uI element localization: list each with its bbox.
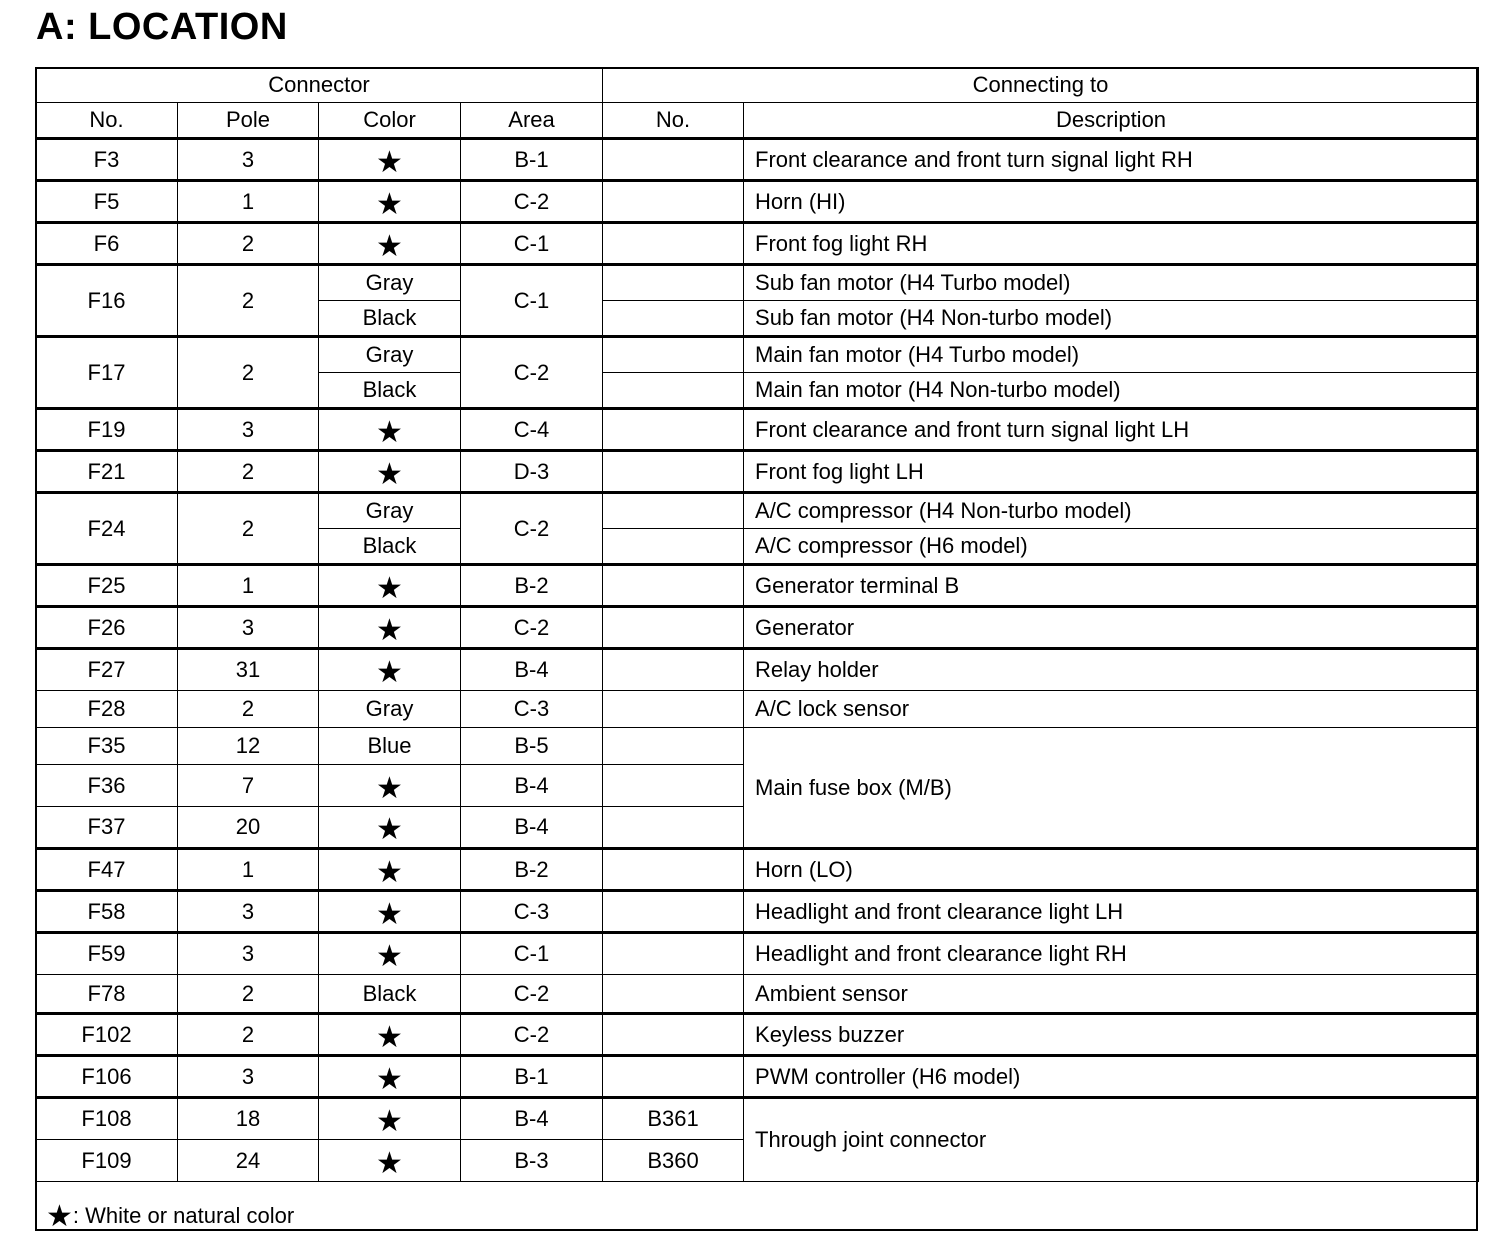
cell-pole: 2 <box>178 975 319 1014</box>
star-icon: ★ <box>376 1062 403 1096</box>
cell-pole: 24 <box>178 1140 319 1182</box>
cell-area: B-4 <box>461 649 603 691</box>
star-icon: ★ <box>376 813 403 846</box>
cell-area: C-2 <box>461 181 603 223</box>
cell-description: Front fog light RH <box>744 223 1479 265</box>
cell-description: Front fog light LH <box>744 451 1479 493</box>
cell-description: Generator terminal B <box>744 565 1479 607</box>
star-icon: ★ <box>376 656 403 689</box>
cell-pole: 18 <box>178 1098 319 1140</box>
star-icon: ★ <box>376 145 403 179</box>
cell-area: B-1 <box>461 1056 603 1098</box>
cell-description: Horn (HI) <box>744 181 1479 223</box>
cell-area: B-4 <box>461 807 603 849</box>
cell-connector-no: F5 <box>36 181 178 223</box>
star-icon: ★ <box>376 855 403 889</box>
cell-area: C-2 <box>461 337 603 409</box>
cell-connector-no: F36 <box>36 765 178 807</box>
cell-pole: 2 <box>178 223 319 265</box>
cell-connector-no: F28 <box>36 691 178 728</box>
cell-connector-no: F108 <box>36 1098 178 1140</box>
star-icon: ★ <box>376 1020 403 1054</box>
color-label: Black <box>362 533 417 558</box>
cell-pole: 2 <box>178 1014 319 1056</box>
cell-area: B-4 <box>461 765 603 807</box>
cell-area: B-4 <box>461 1098 603 1140</box>
legend-text: : White or natural color <box>72 1203 295 1228</box>
cell-description: A/C compressor (H4 Non-turbo model) <box>744 493 1479 529</box>
cell-description: Headlight and front clearance light LH <box>744 891 1479 933</box>
header-area: Area <box>461 103 603 139</box>
cell-description: Front clearance and front turn signal light RH <box>744 139 1479 181</box>
header-connector: Connector <box>36 68 603 103</box>
cell-description-group: Main fuse box (M/B) <box>744 728 1479 849</box>
cell-pole: 2 <box>178 451 319 493</box>
cell-area: B-5 <box>461 728 603 765</box>
cell-area: C-1 <box>461 933 603 975</box>
header-no: No. <box>36 103 178 139</box>
color-label: Black <box>362 305 417 330</box>
cell-description: PWM controller (H6 model) <box>744 1056 1479 1098</box>
star-icon: ★ <box>376 571 403 605</box>
cell-pole: 20 <box>178 807 319 849</box>
cell-area: C-2 <box>461 607 603 649</box>
table-frame <box>35 67 1478 1231</box>
cell-connecting-no: B360 <box>603 1140 744 1182</box>
header-pole: Pole <box>178 103 319 139</box>
cell-description: Keyless buzzer <box>744 1014 1479 1056</box>
page-title: A: LOCATION <box>36 6 288 48</box>
cell-pole: 3 <box>178 607 319 649</box>
cell-connector-no: F26 <box>36 607 178 649</box>
cell-connector-no: F3 <box>36 139 178 181</box>
cell-pole: 3 <box>178 139 319 181</box>
star-icon: ★ <box>376 457 403 491</box>
cell-pole: 12 <box>178 728 319 765</box>
cell-area: D-3 <box>461 451 603 493</box>
cell-area: C-2 <box>461 975 603 1014</box>
cell-area: C-2 <box>461 493 603 565</box>
header-conn-no: No. <box>603 103 744 139</box>
cell-connector-no: F25 <box>36 565 178 607</box>
cell-connector-no: F35 <box>36 728 178 765</box>
cell-area: C-3 <box>461 891 603 933</box>
cell-connector-no: F47 <box>36 849 178 891</box>
color-label: Gray <box>365 498 414 523</box>
cell-description: Front clearance and front turn signal light LH <box>744 409 1479 451</box>
cell-area: C-3 <box>461 691 603 728</box>
color-label: Gray <box>365 342 414 367</box>
cell-pole: 1 <box>178 565 319 607</box>
color-label: Blue <box>367 733 412 758</box>
cell-connector-no: F59 <box>36 933 178 975</box>
cell-description: Sub fan motor (H4 Turbo model) <box>744 265 1479 301</box>
cell-area: C-1 <box>461 265 603 337</box>
cell-connector-no: F109 <box>36 1140 178 1182</box>
cell-pole: 3 <box>178 409 319 451</box>
cell-connector-no: F102 <box>36 1014 178 1056</box>
cell-pole: 3 <box>178 1056 319 1098</box>
star-icon: ★ <box>376 1105 403 1138</box>
cell-pole: 3 <box>178 933 319 975</box>
cell-area: B-2 <box>461 565 603 607</box>
star-icon: ★ <box>376 940 403 973</box>
cell-description: A/C lock sensor <box>744 691 1479 728</box>
cell-pole: 3 <box>178 891 319 933</box>
star-icon: ★ <box>376 415 403 449</box>
cell-area: C-2 <box>461 1014 603 1056</box>
legend <box>46 1196 294 1231</box>
star-icon: ★ <box>376 613 403 647</box>
color-label: Gray <box>365 270 414 295</box>
star-icon: ★ <box>376 229 403 263</box>
cell-pole: 7 <box>178 765 319 807</box>
cell-connector-no: F24 <box>36 493 178 565</box>
cell-pole: 2 <box>178 691 319 728</box>
cell-description: Horn (LO) <box>744 849 1479 891</box>
cell-description: Headlight and front clearance light RH <box>744 933 1479 975</box>
star-icon: ★ <box>376 187 403 221</box>
cell-area: B-3 <box>461 1140 603 1182</box>
cell-pole: 31 <box>178 649 319 691</box>
color-label: Black <box>362 377 417 402</box>
cell-connecting-no: B361 <box>603 1098 744 1140</box>
cell-description: Main fan motor (H4 Turbo model) <box>744 337 1479 373</box>
cell-connector-no: F106 <box>36 1056 178 1098</box>
cell-description: Main fan motor (H4 Non-turbo model) <box>744 373 1479 409</box>
cell-connector-no: F6 <box>36 223 178 265</box>
cell-connector-no: F58 <box>36 891 178 933</box>
cell-connector-no: F17 <box>36 337 178 409</box>
cell-description: A/C compressor (H6 model) <box>744 529 1479 565</box>
cell-connector-no: F19 <box>36 409 178 451</box>
cell-area: C-4 <box>461 409 603 451</box>
cell-description: Generator <box>744 607 1479 649</box>
cell-description-group: Through joint connector <box>744 1098 1479 1182</box>
cell-area: B-2 <box>461 849 603 891</box>
cell-connector-no: F16 <box>36 265 178 337</box>
cell-connector-no: F27 <box>36 649 178 691</box>
color-label: Black <box>362 980 417 1006</box>
cell-area: C-1 <box>461 223 603 265</box>
cell-connector-no: F78 <box>36 975 178 1014</box>
star-icon: ★ <box>46 1200 73 1233</box>
header-connecting-to: Connecting to <box>603 68 1479 103</box>
cell-pole: 1 <box>178 181 319 223</box>
star-icon: ★ <box>376 897 403 931</box>
cell-pole: 2 <box>178 337 319 409</box>
cell-pole: 2 <box>178 493 319 565</box>
color-label: Gray <box>365 696 414 721</box>
cell-connector-no: F21 <box>36 451 178 493</box>
header-color: Color <box>319 103 461 139</box>
cell-description: Sub fan motor (H4 Non-turbo model) <box>744 301 1479 337</box>
cell-pole: 2 <box>178 265 319 337</box>
header-description: Description <box>744 103 1479 139</box>
star-icon: ★ <box>376 771 403 805</box>
cell-pole: 1 <box>178 849 319 891</box>
cell-connector-no: F37 <box>36 807 178 849</box>
star-icon: ★ <box>376 1146 403 1180</box>
cell-description: Relay holder <box>744 649 1479 691</box>
cell-description: Ambient sensor <box>744 975 1479 1014</box>
cell-area: B-1 <box>461 139 603 181</box>
